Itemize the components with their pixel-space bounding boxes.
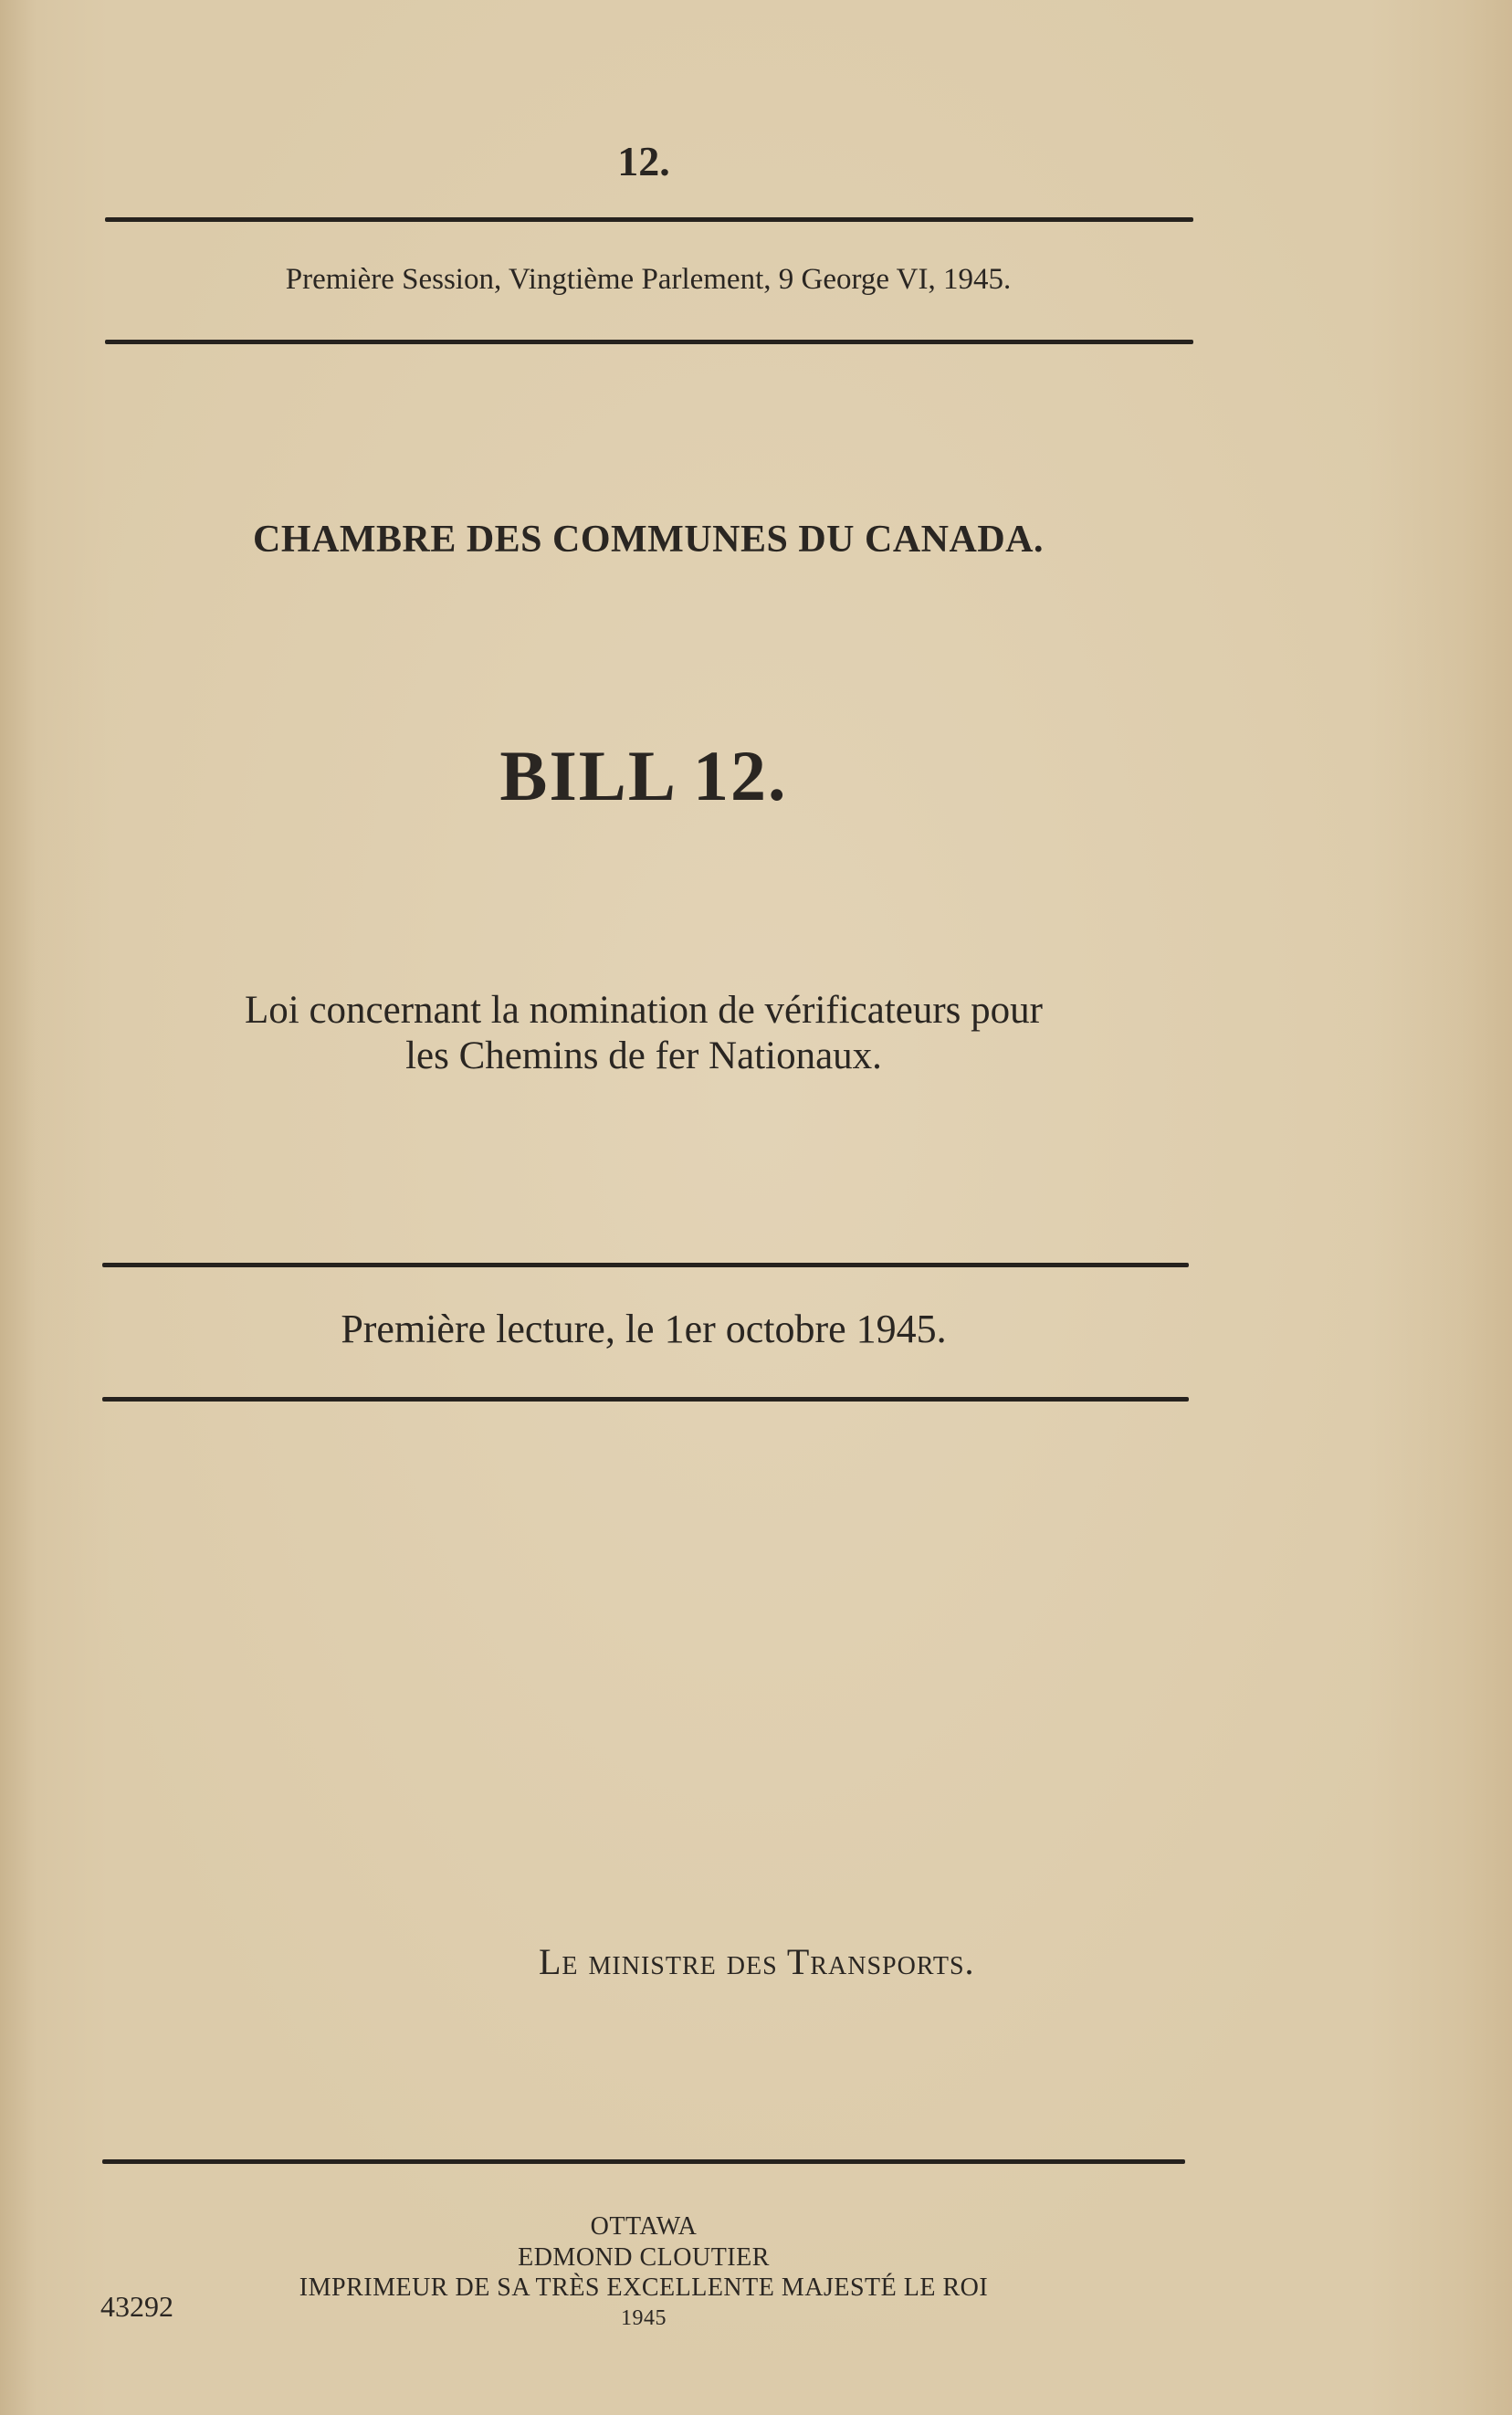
imprint-printer: EDMOND CLOUTIER (518, 2243, 770, 2272)
session-line: Première Session, Vingtième Parlement, 9 George VI, 1945. (285, 263, 1012, 296)
imprint-year: 1945 (621, 2306, 667, 2330)
first-reading-line: Première lecture, le 1er octobre 1945. (341, 1307, 947, 1351)
bill-description (0, 988, 1287, 1079)
session-rule (105, 340, 1193, 344)
imprint-city: OTTAWA (590, 2212, 698, 2241)
top-rule (105, 217, 1193, 222)
document-number: 43292 (100, 2290, 173, 2323)
minister-signature: Le ministre des Transports. (539, 1941, 975, 1982)
imprint-title: IMPRIMEUR DE SA TRÈS EXCELLENTE MAJESTÉ LE ROI (299, 2273, 989, 2302)
bill-title: BILL 12. (499, 736, 788, 815)
imprint-rule (102, 2159, 1185, 2164)
description-line-1: Loi concernant la nomination de vérificateurs pour (244, 989, 1043, 1032)
reading-top-rule (102, 1263, 1189, 1267)
description-line-2: les Chemins de fer Nationaux. (405, 1034, 882, 1077)
bill-number-heading: 12. (617, 138, 670, 184)
chamber-heading: CHAMBRE DES COMMUNES DU CANADA. (253, 519, 1044, 561)
reading-bottom-rule (102, 1397, 1189, 1402)
